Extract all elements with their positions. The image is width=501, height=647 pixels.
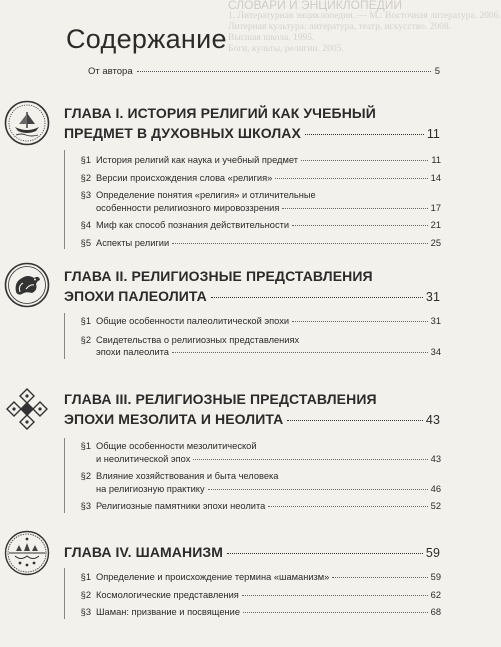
chapter-page: 59 [425,546,440,560]
chapter-title-line: ГЛАВА I. ИСТОРИЯ РЕЛИГИЙ КАК УЧЕБНЫЙ [64,105,376,121]
section-title: Определение и происхождение термина «шаманизм» [96,572,330,582]
bleed-through-line: СЛОВАРИ И ЭНЦИКЛОПЕДИИ [228,0,403,12]
section-page: 59 [430,572,441,582]
dot-leader [227,553,423,554]
dot-leader [292,321,428,322]
section-title: Миф как способ познания действительности [96,220,290,230]
dot-leader [282,208,427,209]
chapter-title-line: ГЛАВА II. РЕЛИГИОЗНЫЕ ПРЕДСТАВЛЕНИЯ [64,268,373,284]
dot-leader [208,489,428,490]
chapter-title-line: ГЛАВА IV. ШАМАНИЗМ [64,544,224,560]
section-page: 31 [430,316,441,326]
section-entry[interactable] [65,189,441,214]
section-list [64,568,441,619]
section-page: 43 [430,453,441,464]
section-title: История религий как наука и учебный предмет [96,155,298,165]
chapter-title[interactable] [64,389,440,430]
section-number: §4 [80,220,91,230]
section-number: §2 [80,334,91,345]
chapter-page: 43 [425,413,440,427]
section-entry[interactable] [65,237,441,250]
dot-leader [243,612,428,613]
section-entry[interactable] [65,571,441,584]
section-entry[interactable] [65,589,441,602]
section-page: 62 [430,589,441,600]
section-number: §5 [80,237,91,248]
chapter-page: 11 [426,127,440,141]
section-title: Общие особенности мезолитической [96,441,257,451]
section-title: и неолитической эпох [96,453,191,464]
section-entry[interactable] [65,500,441,513]
section-page: 25 [430,237,441,248]
dot-leader [292,225,428,226]
section-title: Версии происхождения слова «религия» [96,172,273,183]
dot-leader [172,243,427,244]
beast-medallion-emblem [4,262,50,308]
section-list [64,313,441,359]
section-entry[interactable] [65,606,441,619]
section-page: 11 [431,155,441,165]
page-title: Содержание [66,24,227,55]
section-list [64,150,441,249]
section-page: 52 [430,501,441,511]
dot-leader [332,577,427,578]
section-title: Свидетельства о религиозных представлениях [96,334,300,345]
dot-leader [193,459,427,460]
bleed-through-text [228,0,501,110]
section-number: §1 [80,572,91,582]
section-number: §1 [80,155,91,165]
section-title: Влияние хозяйствования и быта человека [96,471,279,481]
section-entry[interactable] [65,470,441,495]
cross-ornament-emblem [4,386,50,432]
section-title: Определение понятия «религия» и отличительные [96,190,316,200]
toc-entry-author[interactable] [88,66,440,77]
section-number: §3 [80,190,91,200]
dot-leader [305,134,424,135]
section-number: §2 [80,172,91,183]
section-title: Шаман: призвание и посвящение [96,607,241,617]
section-entry[interactable] [65,440,441,465]
section-title: на религиозную практику [96,483,205,494]
chapter-title-line: ЭПОХИ ПАЛЕОЛИТА [64,288,207,304]
dot-leader [172,352,428,353]
dot-leader [301,160,428,161]
section-page: 34 [430,347,441,357]
section-entry[interactable] [65,334,441,359]
toc-entry-label: От автора [88,66,133,77]
section-page: 21 [430,220,441,230]
dot-leader [275,178,427,179]
dot-leader [287,420,423,421]
chapter-title[interactable] [64,266,440,307]
section-number: §2 [80,589,91,600]
dot-leader [242,595,428,596]
section-entry[interactable] [65,219,441,232]
section-page: 46 [430,483,441,494]
section-entry[interactable] [65,315,441,328]
shaman-drum-emblem [4,530,50,576]
section-number: §3 [80,607,91,617]
chapter-title[interactable] [64,542,440,563]
section-title: эпохи палеолита [96,347,169,357]
chapter-title-line: ПРЕДМЕТ В ДУХОВНЫХ ШКОЛАХ [64,125,301,141]
section-number: §3 [80,501,91,511]
section-number: §1 [80,441,91,451]
bleed-through-line: Высшая школа, 1995. [228,33,315,43]
section-title: Космологические представления [96,589,239,600]
section-number: §2 [80,471,91,481]
section-page: 17 [430,202,441,213]
chapter-page: 31 [425,290,440,304]
bleed-through-line: 1. Литературная энциклопедия. — М.: Восточная литература. 2006. [228,11,501,21]
toc-entry-page: 5 [434,66,440,77]
section-entry[interactable] [65,172,441,185]
section-title: особенности религиозного мировоззрения [96,202,280,213]
bleed-through-line: Боги, культы, религии. 2005. [228,44,344,54]
section-title: Аспекты религии [96,237,170,248]
ship-coin-emblem [4,100,50,146]
section-page: 14 [430,172,441,183]
section-entry[interactable] [65,154,441,167]
section-list [64,438,441,513]
section-page: 68 [430,607,441,617]
section-title: Религиозные памятники эпохи неолита [96,501,266,511]
chapter-title-line: ЭПОХИ МЕЗОЛИТА И НЕОЛИТА [64,411,284,427]
chapter-title-line: ГЛАВА III. РЕЛИГИОЗНЫЕ ПРЕДСТАВЛЕНИЯ [64,391,377,407]
section-title: Общие особенности палеолитической эпохи [96,316,290,326]
section-number: §1 [80,316,91,326]
bleed-through-line: Литерная культура: литература, театр, искусство. 2008. [228,22,452,32]
chapter-title[interactable] [64,103,440,144]
dot-leader [211,297,423,298]
dot-leader [268,506,427,507]
dot-leader [137,71,431,72]
